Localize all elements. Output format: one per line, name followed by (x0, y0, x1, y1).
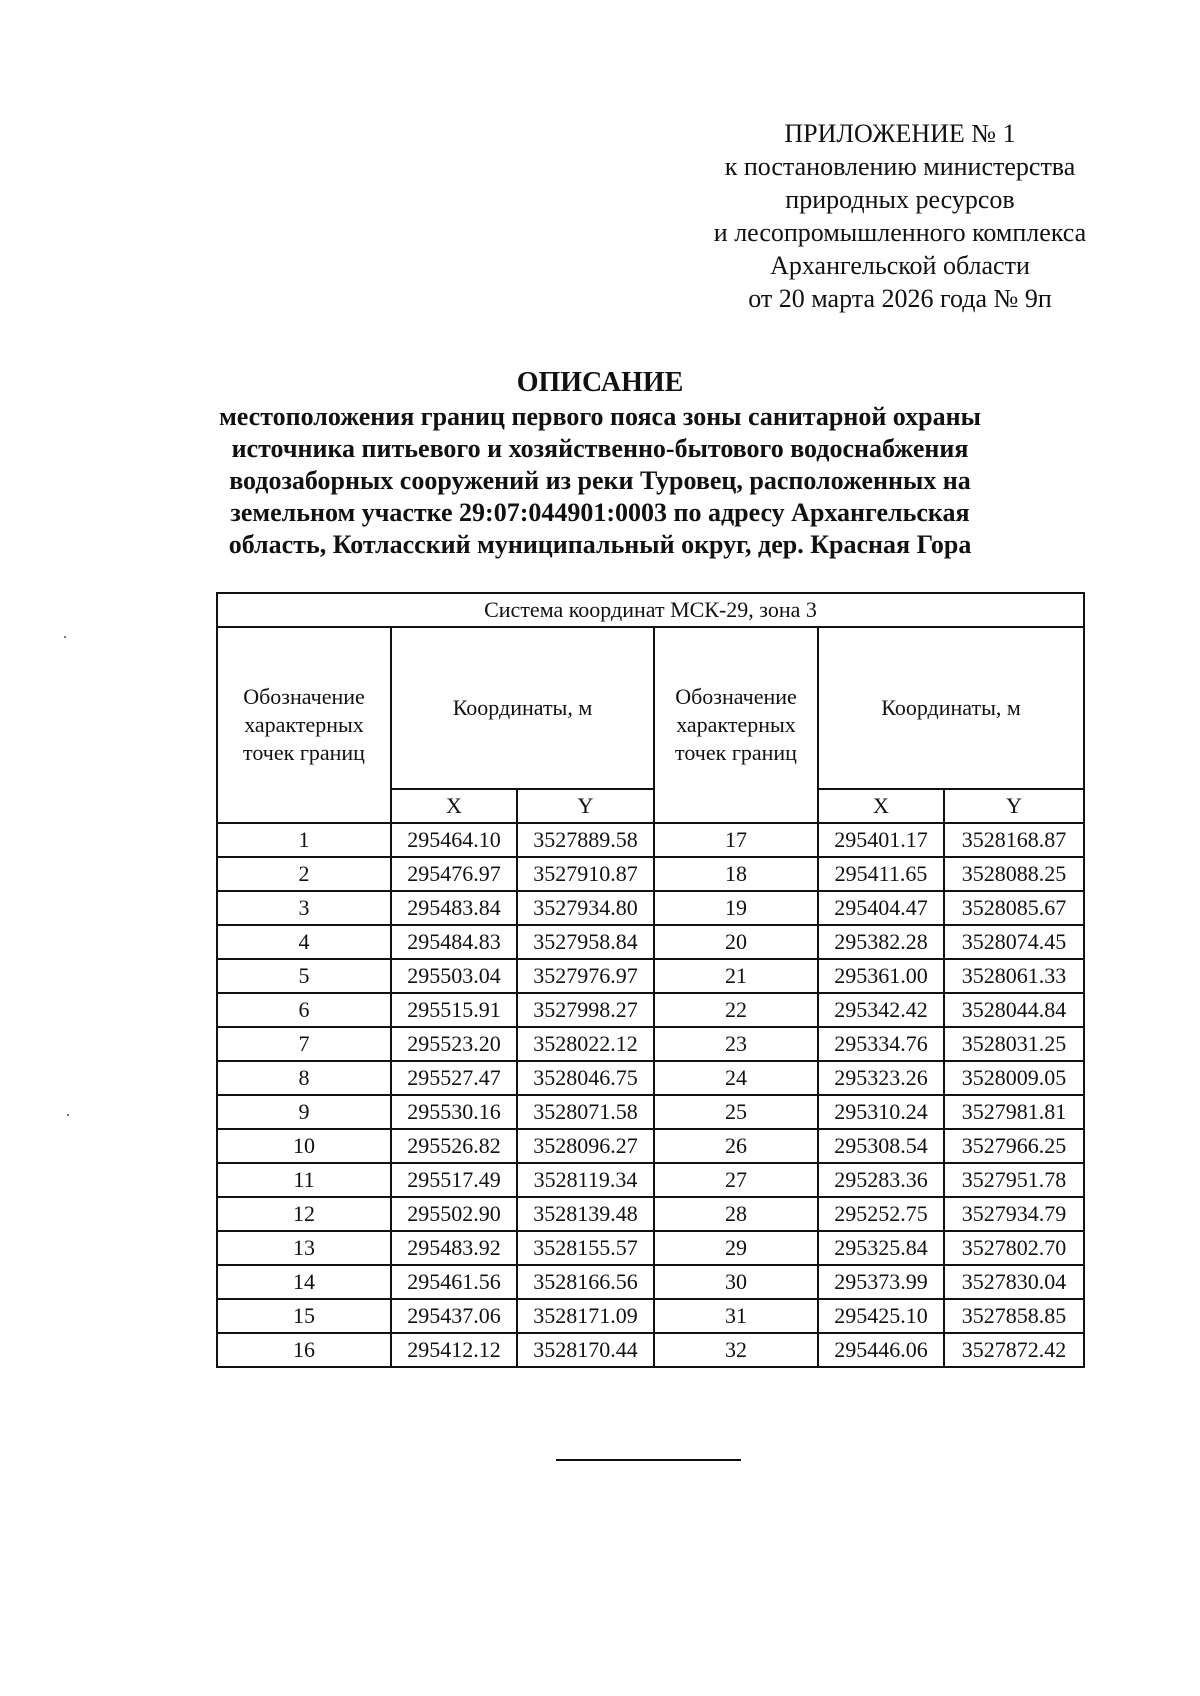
y-value: 3528168.87 (944, 823, 1084, 857)
x-value: 295323.26 (818, 1061, 944, 1095)
point-header-left: Обозначение характерных точек границ (217, 627, 391, 823)
point-number: 7 (217, 1027, 391, 1061)
table-row (217, 1265, 1084, 1299)
x-value: 295446.06 (818, 1333, 944, 1367)
title-line: источника питьевого и хозяйственно-бытового водоснабжения (231, 434, 969, 463)
y-value: 3527951.78 (944, 1163, 1084, 1197)
point-number: 24 (654, 1061, 818, 1095)
x-value: 295503.04 (391, 959, 517, 993)
x-value: 295483.92 (391, 1231, 517, 1265)
y-value: 3528031.25 (944, 1027, 1084, 1061)
point-number: 29 (654, 1231, 818, 1265)
y-value: 3528170.44 (517, 1333, 654, 1367)
y-value: 3528009.05 (944, 1061, 1084, 1095)
x-value: 295411.65 (818, 857, 944, 891)
x-value: 295476.97 (391, 857, 517, 891)
point-number: 8 (217, 1061, 391, 1095)
point-number: 10 (217, 1129, 391, 1163)
point-number: 30 (654, 1265, 818, 1299)
x-value: 295502.90 (391, 1197, 517, 1231)
x-value: 295483.84 (391, 891, 517, 925)
point-number: 32 (654, 1333, 818, 1367)
table-row (217, 1061, 1084, 1095)
coords-header-left: Координаты, м (391, 627, 654, 789)
point-number: 21 (654, 959, 818, 993)
point-number: 25 (654, 1095, 818, 1129)
y-value: 3528155.57 (517, 1231, 654, 1265)
point-number: 3 (217, 891, 391, 925)
y-header-right: Y (944, 789, 1084, 823)
closing-rule (556, 1459, 741, 1461)
x-value: 295517.49 (391, 1163, 517, 1197)
point-number: 17 (654, 823, 818, 857)
x-value: 295404.47 (818, 891, 944, 925)
table-row (217, 1129, 1084, 1163)
coordinates-table (216, 592, 1085, 1368)
point-number: 19 (654, 891, 818, 925)
title-line: земельном участке 29:07:044901:0003 по адресу Архангельская (230, 498, 970, 527)
y-value: 3528061.33 (944, 959, 1084, 993)
coords-header-right: Координаты, м (818, 627, 1084, 789)
x-value: 295515.91 (391, 993, 517, 1027)
x-value: 295412.12 (391, 1333, 517, 1367)
table-row (217, 1027, 1084, 1061)
x-value: 295523.20 (391, 1027, 517, 1061)
y-value: 3527958.84 (517, 925, 654, 959)
title-line: местоположения границ первого пояса зоны санитарной охраны (219, 402, 981, 431)
x-value: 295310.24 (818, 1095, 944, 1129)
scan-speck (67, 1114, 69, 1116)
title-heading: ОПИСАНИЕ (516, 367, 684, 398)
title-line: область, Котласский муниципальный округ, дер. Красная Гора (228, 530, 972, 559)
point-number: 31 (654, 1299, 818, 1333)
point-number: 9 (217, 1095, 391, 1129)
y-value: 3528139.48 (517, 1197, 654, 1231)
table-row (217, 823, 1084, 857)
x-value: 295342.42 (818, 993, 944, 1027)
point-number: 27 (654, 1163, 818, 1197)
x-value: 295308.54 (818, 1129, 944, 1163)
x-value: 295464.10 (391, 823, 517, 857)
table-row (217, 1231, 1084, 1265)
y-value: 3528119.34 (517, 1163, 654, 1197)
table-row (217, 1197, 1084, 1231)
y-value: 3528046.75 (517, 1061, 654, 1095)
coordinates-table-body (217, 823, 1084, 1367)
point-number: 12 (217, 1197, 391, 1231)
scan-speck (64, 636, 66, 638)
title-line: водозаборных сооружений из реки Туровец, расположенных на (229, 466, 971, 495)
point-number: 13 (217, 1231, 391, 1265)
x-value: 295325.84 (818, 1231, 944, 1265)
y-value: 3527976.97 (517, 959, 654, 993)
appendix-date-line: от 20 марта 2026 года № 9п (748, 284, 1052, 313)
point-number: 15 (217, 1299, 391, 1333)
x-value: 295382.28 (818, 925, 944, 959)
x-value: 295437.06 (391, 1299, 517, 1333)
y-value: 3527858.85 (944, 1299, 1084, 1333)
y-value: 3528096.27 (517, 1129, 654, 1163)
y-value: 3528022.12 (517, 1027, 654, 1061)
x-value: 295334.76 (818, 1027, 944, 1061)
y-value: 3528044.84 (944, 993, 1084, 1027)
appendix-line: и лесопромышленного комплекса (713, 218, 1087, 247)
point-number: 1 (217, 823, 391, 857)
table-row (217, 925, 1084, 959)
table-row (217, 959, 1084, 993)
y-value: 3527910.87 (517, 857, 654, 891)
y-value: 3528074.45 (944, 925, 1084, 959)
point-number: 11 (217, 1163, 391, 1197)
y-value: 3527889.58 (517, 823, 654, 857)
y-value: 3527966.25 (944, 1129, 1084, 1163)
table-row (217, 1333, 1084, 1367)
point-header-right: Обозначение характерных точек границ (654, 627, 818, 823)
appendix-block (690, 117, 1110, 315)
y-value: 3527872.42 (944, 1333, 1084, 1367)
y-value: 3528071.58 (517, 1095, 654, 1129)
point-number: 14 (217, 1265, 391, 1299)
appendix-line: природных ресурсов (785, 185, 1015, 214)
y-value: 3527802.70 (944, 1231, 1084, 1265)
y-header-left: Y (517, 789, 654, 823)
document-title (150, 367, 1050, 561)
y-value: 3528085.67 (944, 891, 1084, 925)
y-value: 3528171.09 (517, 1299, 654, 1333)
x-value: 295373.99 (818, 1265, 944, 1299)
y-value: 3527981.81 (944, 1095, 1084, 1129)
x-header-left: X (391, 789, 517, 823)
x-value: 295484.83 (391, 925, 517, 959)
table-row (217, 891, 1084, 925)
point-number: 26 (654, 1129, 818, 1163)
x-value: 295526.82 (391, 1129, 517, 1163)
point-number: 22 (654, 993, 818, 1027)
x-value: 295361.00 (818, 959, 944, 993)
y-value: 3527934.80 (517, 891, 654, 925)
appendix-line: Архангельской области (770, 251, 1030, 280)
point-number: 2 (217, 857, 391, 891)
point-number: 5 (217, 959, 391, 993)
appendix-title: ПРИЛОЖЕНИЕ № 1 (784, 119, 1016, 148)
table-row (217, 1299, 1084, 1333)
y-value: 3527998.27 (517, 993, 654, 1027)
table-row (217, 857, 1084, 891)
y-value: 3528088.25 (944, 857, 1084, 891)
table-row (217, 993, 1084, 1027)
x-value: 295425.10 (818, 1299, 944, 1333)
point-number: 16 (217, 1333, 391, 1367)
x-value: 295252.75 (818, 1197, 944, 1231)
table-row (217, 1163, 1084, 1197)
y-value: 3528166.56 (517, 1265, 654, 1299)
point-number: 23 (654, 1027, 818, 1061)
y-value: 3527830.04 (944, 1265, 1084, 1299)
appendix-line: к постановлению министерства (724, 152, 1076, 181)
x-value: 295461.56 (391, 1265, 517, 1299)
table-row (217, 1095, 1084, 1129)
y-value: 3527934.79 (944, 1197, 1084, 1231)
x-value: 295530.16 (391, 1095, 517, 1129)
x-value: 295401.17 (818, 823, 944, 857)
coordinate-system-caption: Система координат МСК-29, зона 3 (217, 593, 1084, 627)
point-number: 28 (654, 1197, 818, 1231)
x-value: 295283.36 (818, 1163, 944, 1197)
point-number: 4 (217, 925, 391, 959)
point-number: 6 (217, 993, 391, 1027)
point-number: 18 (654, 857, 818, 891)
point-number: 20 (654, 925, 818, 959)
x-header-right: X (818, 789, 944, 823)
x-value: 295527.47 (391, 1061, 517, 1095)
